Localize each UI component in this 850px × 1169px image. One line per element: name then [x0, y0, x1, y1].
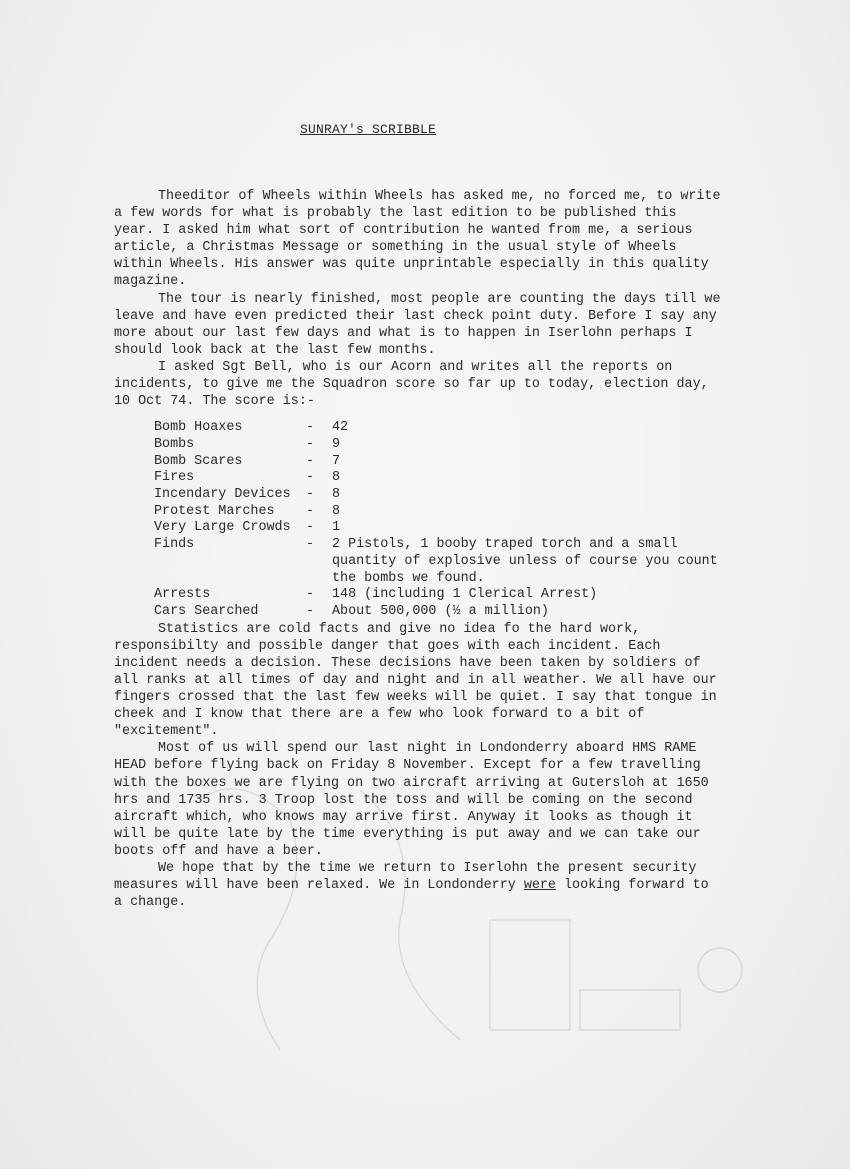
paragraph-1: Theeditor of Wheels within Wheels has asked me, no forced me, to write a few words for what is probably the last edition to be published this year. I asked him what sort of contribution he wanted from me, a serious article, a Christmas Message or something in the usual style of Wheels within Wheels. His answer was quite unprintable especially in this quality magazine.	[114, 189, 721, 290]
score-dash: -	[306, 603, 315, 619]
score-label: Bomb Scares	[154, 453, 243, 469]
score-value: 1	[332, 520, 341, 536]
score-row	[154, 587, 724, 604]
paragraph-6-text: We hope that by the time we return to Iserlohn the present security measures will have been relaxed. We in Londonderry	[114, 860, 697, 894]
score-label: Bomb Hoaxes	[154, 420, 243, 436]
paragraph-6	[114, 860, 724, 911]
score-value: 8	[332, 470, 341, 486]
score-label: Finds	[154, 537, 195, 553]
score-value: 9	[332, 436, 341, 452]
score-label: Protest Marches	[154, 503, 275, 519]
paragraph-3: I asked Sgt Bell, who is our Acorn and writes all the reports on incidents, to give me the Squadron score so far up to today, election day, 10 Oct 74. The score is:-	[114, 359, 709, 410]
paragraph-4: Statistics are cold facts and give no idea fo the hard work, responsibilty and possible danger that goes with each incident. Each incident needs a decision. These decisions have been taken by soldiers of all ranks at all times of day and night and in all weather. We all have our fingers crossed that the last few weeks will be quiet. I say that tongue in cheek and I know that there are a few who look forward to a bit of "excitement".	[114, 621, 717, 740]
score-table	[154, 420, 724, 620]
score-label: Bombs	[154, 436, 195, 452]
score-value: 2 Pistols, 1 booby traped torch and a small quantity of explosive unless of course you count the bombs we found.	[332, 537, 718, 586]
score-label: Cars Searched	[154, 603, 259, 619]
score-row	[154, 520, 724, 537]
paragraph-2: The tour is nearly finished, most people are counting the days till we leave and have even predicted their last check point duty. Before I say any more about our last few days and what is to happen in Iserlohn perhaps I should look back at the last few months.	[114, 291, 721, 358]
underlined-word: were	[523, 878, 556, 894]
score-label: Incendary Devices	[154, 487, 291, 503]
score-dash: -	[306, 487, 315, 503]
paragraph-6-end: looking forward to a change.	[114, 878, 709, 911]
score-dash: -	[306, 436, 315, 452]
score-dash: -	[306, 453, 315, 469]
score-dash: -	[306, 470, 315, 486]
score-row	[154, 420, 724, 437]
score-row	[154, 504, 724, 521]
score-value: About 500,000 (½ a million)	[332, 603, 549, 619]
score-row	[154, 537, 724, 587]
score-row	[154, 454, 724, 471]
score-row	[154, 604, 724, 621]
score-row	[154, 487, 724, 504]
score-label: Fires	[154, 470, 195, 486]
score-dash: -	[306, 587, 315, 603]
score-dash: -	[306, 520, 315, 536]
score-label: Very Large Crowds	[154, 520, 291, 536]
score-value: 148 (including 1 Clerical Arrest)	[332, 587, 598, 603]
score-row	[154, 470, 724, 487]
score-value: 7	[332, 453, 341, 469]
score-label: Arrests	[154, 587, 211, 603]
score-dash: -	[306, 537, 315, 553]
score-value: 8	[332, 503, 341, 519]
page-title: SUNRAY's SCRIBBLE	[300, 122, 437, 137]
score-value: 42	[332, 420, 349, 436]
paragraph-5: Most of us will spend our last night in Londonderry aboard HMS RAME HEAD before flying back on Friday 8 November. Except for a few travelling with the boxes we are flying on two aircraft arriving at Gutersloh at 1650 hrs and 1735 hrs. 3 Troop lost the toss and will be coming on the second aircraft which, who knows may arrive first. Anyway it looks as though it will be quite late by the time everything is put away and we can take our boots off and have a beer.	[114, 741, 709, 859]
score-dash: -	[306, 420, 315, 436]
score-row	[154, 437, 724, 454]
score-dash: -	[306, 503, 315, 519]
article-body	[114, 188, 724, 911]
score-value: 8	[332, 487, 341, 503]
